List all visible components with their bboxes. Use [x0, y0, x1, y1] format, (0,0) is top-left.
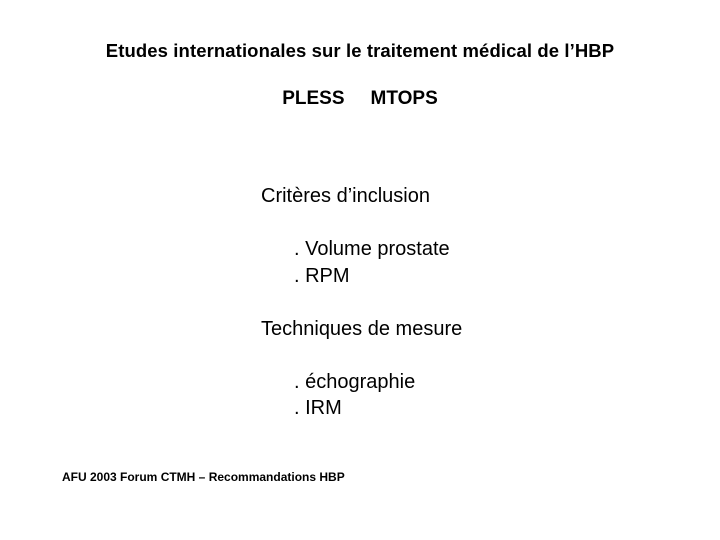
slide-body	[261, 183, 462, 422]
spacer-line	[261, 342, 462, 369]
slide-footer: AFU 2003 Forum CTMH – Recommandations HBP	[62, 470, 345, 484]
section-heading-techniques-mesure: Techniques de mesure	[261, 317, 463, 340]
slide-title: Etudes internationales sur le traitement médical de l’HBP	[105, 40, 615, 61]
bullet-irm: . IRM	[294, 397, 342, 419]
study-label-mtops: MTOPS	[370, 88, 438, 109]
studies-row	[0, 88, 720, 110]
bullet-rpm: . RPM	[294, 264, 350, 287]
bullet-echographie: . échographie	[294, 370, 416, 393]
section-heading-criteres-inclusion: Critères d’inclusion	[261, 185, 430, 207]
bullet-volume-prostate: . Volume prostate	[294, 238, 450, 260]
study-label-pless: PLESS	[282, 88, 345, 109]
spacer-line	[261, 210, 462, 237]
spacer-line	[261, 289, 462, 316]
